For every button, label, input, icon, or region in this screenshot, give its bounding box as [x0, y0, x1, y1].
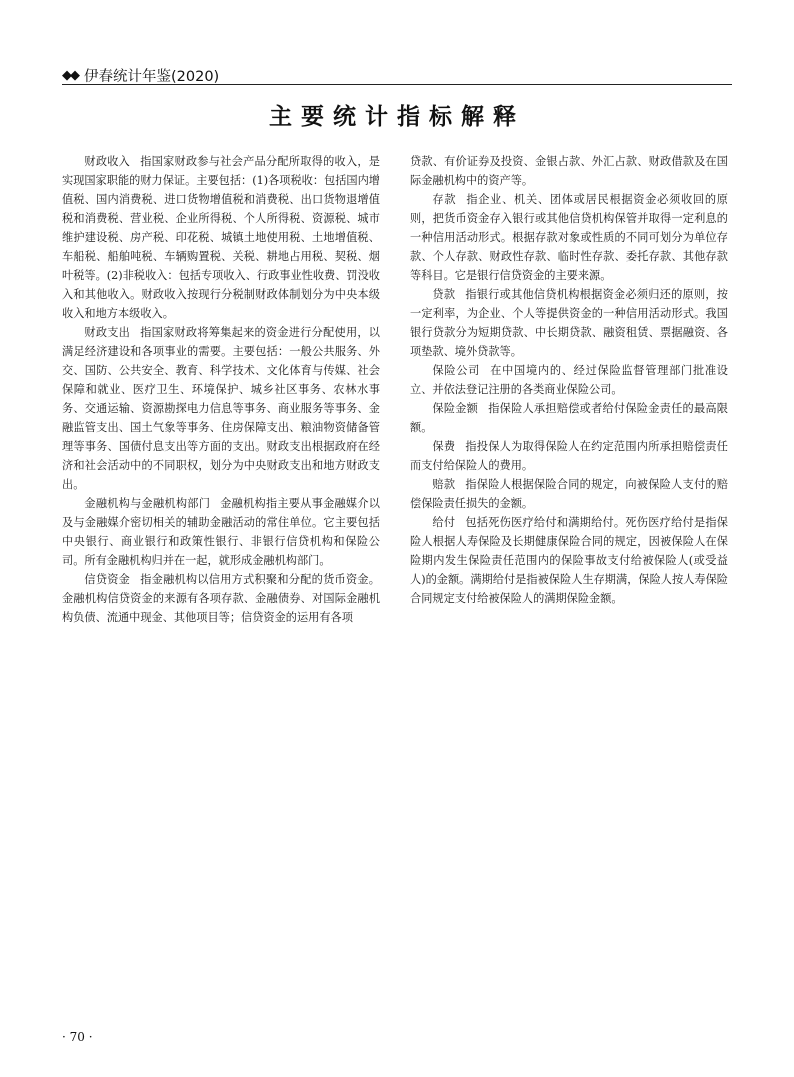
definition-paragraph [62, 323, 380, 494]
definition-term: 存款 [432, 193, 457, 206]
definition-paragraph [62, 570, 380, 627]
definition-paragraph [410, 513, 728, 608]
definition-paragraph [410, 475, 728, 513]
definition-text: 指保险人根据保险合同的规定，向被保险人支付的赔偿保险责任损失的金额。 [410, 478, 728, 510]
running-header [62, 64, 219, 86]
header-rule [62, 84, 732, 85]
definition-text: 指银行或其他信贷机构根据资金必须归还的原则，按一定利率，为企业、个人等提供资金的一种信用活动形式。我国银行贷款分为短期贷款、中长期贷款、融资租赁、票据融资、各项垫款、境外贷款等。 [410, 288, 728, 358]
definition-term: 贷款 [432, 288, 456, 301]
definition-term: 给付 [432, 516, 456, 529]
definition-term: 财政支出 [84, 326, 131, 339]
definition-text: 指投保人为取得保险人在约定范围内所承担赔偿责任而支付给保险人的费用。 [410, 440, 728, 472]
definition-term: 赔款 [432, 478, 456, 491]
definition-paragraph [410, 399, 728, 437]
book-title: 伊春统计年鉴(2020) [84, 68, 220, 85]
left-column [62, 152, 380, 627]
definition-paragraph [410, 361, 728, 399]
definition-term: 保险金额 [432, 402, 479, 415]
definition-text: 贷款、有价证券及投资、金银占款、外汇占款、财政借款及在国际金融机构中的资产等。 [410, 155, 728, 187]
definition-text: 在中国境内的、经过保险监督管理部门批准设立、并依法登记注册的各类商业保险公司。 [410, 364, 728, 396]
definition-text: 指金融机构以信用方式积聚和分配的货币资金。金融机构信贷资金的来源有各项存款、金融债券、对国际金融机构负债、流通中现金、其他项目等；信贷资金的运用有各项 [62, 573, 380, 624]
definition-paragraph [62, 152, 380, 323]
definition-term: 保险公司 [432, 364, 481, 377]
definition-term: 金融机构与金融机构部门 [84, 497, 211, 510]
definition-text: 指国家财政参与社会产品分配所取得的收入，是实现国家职能的财力保证。主要包括：(1)各项税收：包括国内增值税、国内消费税、进口货物增值税和消费税、出口货物退增值税和消费税、营业税、企业所得税、个人所得税、资源税、城市维护建设税、房产税、印花税、城镇土地使用税、土地增值税、车船税、船舶吨税、车辆购置税、关税、耕地占用税、契税、烟叶税等。(2)非税收入：包括专项收入、行政事业性收费、罚没收入和其他收入。财政收入按现行分税制财政体制划分为中央本级收入和地方本级收入。 [62, 155, 380, 320]
definition-paragraph [410, 285, 728, 361]
definition-term: 财政收入 [84, 155, 131, 168]
definition-paragraph [410, 437, 728, 475]
definition-text: 金融机构指主要从事金融媒介以及与金融媒介密切相关的辅助金融活动的常住单位。它主要包括中央银行、商业银行和政策性银行、非银行信贷机构和保险公司。所有金融机构归并在一起，就形成金融机构部门。 [62, 497, 380, 567]
right-column [410, 152, 728, 608]
diamond-icon: ◆◆ [62, 67, 78, 83]
definition-paragraph [62, 494, 380, 570]
definition-paragraph [410, 190, 728, 285]
page-title: 主要统计指标解释 [269, 104, 525, 130]
definition-term: 信贷资金 [84, 573, 131, 586]
definition-text: 指企业、机关、团体或居民根据资金必须收回的原则，把货币资金存入银行或其他信贷机构保管并取得一定利息的一种信用活动形式。根据存款对象或性质的不同可划分为单位存款、个人存款、财政性存款、临时性存款、委托存款、其他存款等科目。它是银行信贷资金的主要来源。 [410, 193, 728, 282]
definition-text: 指国家财政将筹集起来的资金进行分配使用，以满足经济建设和各项事业的需要。主要包括：一般公共服务、外交、国防、公共安全、教育、科学技术、文化体育与传媒、社会保障和就业、医疗卫生、环境保护、城乡社区事务、农林水事务、交通运输、资源勘探电力信息等事务、商业服务等事务、金融监管支出、国土气象等事务、住房保障支出、粮油物资储备管理等事务、国债付息支出等方面的支出。财政支出根据政府在经济和社会活动中的不同职权，划分为中央财政支出和地方财政支出。 [62, 326, 380, 491]
page-number: · 70 · [62, 1030, 93, 1044]
definition-text: 指保险人承担赔偿或者给付保险金责任的最高限额。 [410, 402, 728, 434]
definition-term: 保费 [432, 440, 456, 453]
definition-text: 包括死伤医疗给付和满期给付。死伤医疗给付是指保险人根据人寿保险及长期健康保险合同的规定，因被保险人在保险期内发生保险责任范围内的保险事故支付给被保险人(或受益人)的金额。满期给付是指被保险人生存期满，保险人按人寿保险合同规定支付给被保险人的满期保险金额。 [410, 516, 728, 605]
continued-paragraph [410, 152, 728, 190]
